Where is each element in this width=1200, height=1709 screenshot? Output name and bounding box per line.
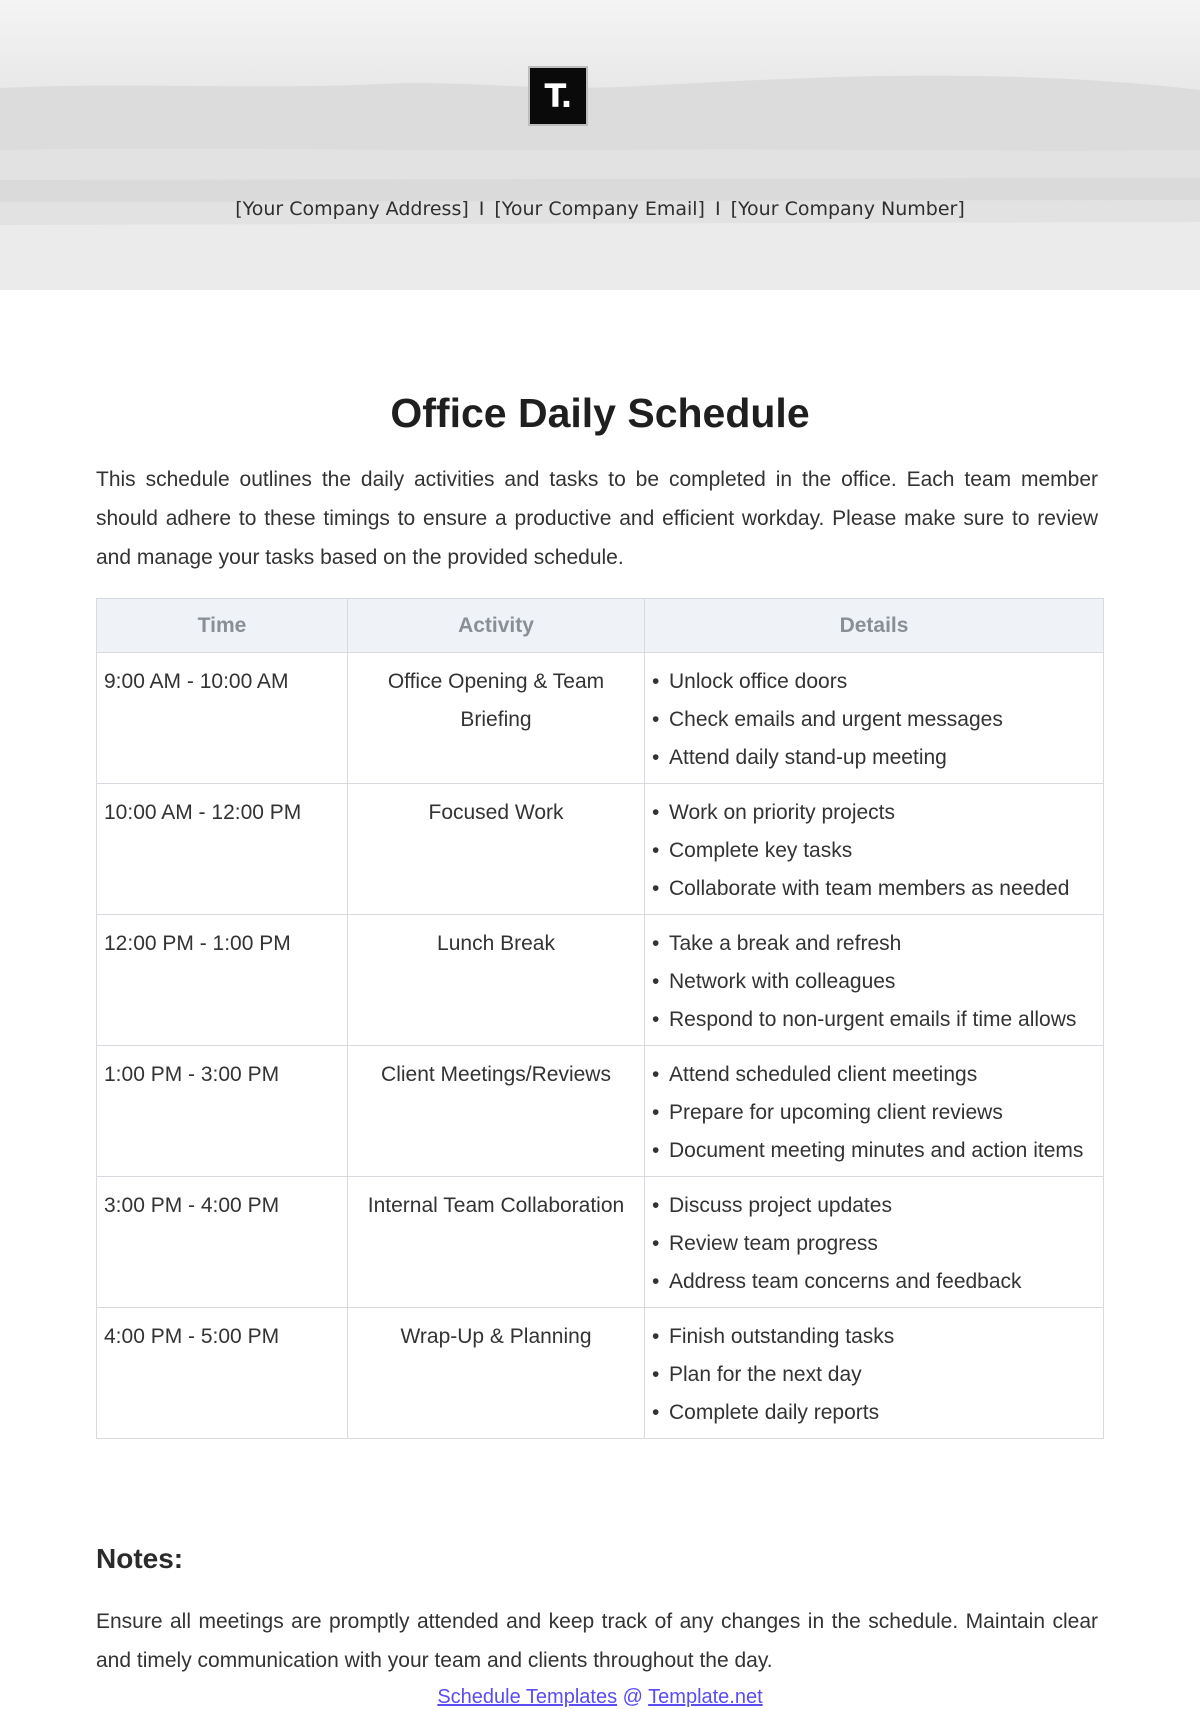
time-cell: 1:00 PM - 3:00 PM [97, 1046, 348, 1177]
column-header-details: Details [645, 599, 1104, 653]
template-net-link[interactable]: Template.net [648, 1686, 763, 1708]
column-header-activity: Activity [348, 599, 645, 653]
detail-item: • Prepare for upcoming client reviews [652, 1094, 1096, 1132]
header-banner [0, 0, 1200, 290]
detail-item: • Review team progress [652, 1225, 1096, 1263]
separator: I [478, 198, 485, 220]
detail-item: • Network with colleagues [652, 963, 1096, 1001]
activity-cell: Focused Work [348, 784, 645, 915]
table-row [97, 784, 1104, 915]
activity-cell: Internal Team Collaboration [348, 1177, 645, 1308]
notes-heading: Notes: [96, 1543, 184, 1574]
detail-item: • Work on priority projects [652, 794, 1096, 832]
detail-item: • Finish outstanding tasks [652, 1318, 1096, 1356]
table-row [97, 1308, 1104, 1439]
company-contact-line [0, 198, 1200, 220]
time-cell: 12:00 PM - 1:00 PM [97, 915, 348, 1046]
time-cell: 3:00 PM - 4:00 PM [97, 1177, 348, 1308]
details-cell [645, 653, 1104, 784]
details-cell [645, 1308, 1104, 1439]
activity-cell: Office Opening & Team Briefing [348, 653, 645, 784]
table-row [97, 653, 1104, 784]
detail-item: • Attend daily stand-up meeting [652, 739, 1096, 777]
table-row [97, 1177, 1104, 1308]
table-header-row [97, 599, 1104, 653]
company-number: [Your Company Number] [730, 198, 965, 220]
detail-item: • Complete key tasks [652, 832, 1096, 870]
notes-paragraph: Ensure all meetings are promptly attended and keep track of any changes in the schedule. Maintain clear and timely communication with your team and clients throughout the day. [96, 1610, 1098, 1672]
landscape-background [0, 0, 1200, 290]
activity-cell: Lunch Break [348, 915, 645, 1046]
footer-credit [0, 1686, 1200, 1709]
table-row [97, 1046, 1104, 1177]
details-cell [645, 1177, 1104, 1308]
details-cell [645, 1046, 1104, 1177]
detail-item: • Take a break and refresh [652, 925, 1096, 963]
separator: I [714, 198, 721, 220]
detail-item: • Unlock office doors [652, 663, 1096, 701]
detail-item: • Plan for the next day [652, 1356, 1096, 1394]
detail-item: • Attend scheduled client meetings [652, 1056, 1096, 1094]
detail-item: • Collaborate with team members as needed [652, 870, 1096, 908]
time-cell: 10:00 AM - 12:00 PM [97, 784, 348, 915]
detail-item: • Respond to non-urgent emails if time allows [652, 1001, 1096, 1039]
activity-cell: Wrap-Up & Planning [348, 1308, 645, 1439]
time-cell: 4:00 PM - 5:00 PM [97, 1308, 348, 1439]
detail-item: • Document meeting minutes and action items [652, 1132, 1096, 1170]
time-cell: 9:00 AM - 10:00 AM [97, 653, 348, 784]
detail-item: • Check emails and urgent messages [652, 701, 1096, 739]
page-title: Office Daily Schedule [390, 390, 810, 436]
details-cell [645, 915, 1104, 1046]
company-logo: T. [528, 66, 588, 126]
detail-item: • Complete daily reports [652, 1394, 1096, 1432]
intro-paragraph: This schedule outlines the daily activities and tasks to be completed in the office. Each team member should adhere to these timings to ensure a productive and efficient workday. Please make sure to review and manage your tasks based on the provided schedule. [96, 468, 1098, 569]
schedule-table [96, 598, 1104, 1439]
details-cell [645, 784, 1104, 915]
column-header-time: Time [97, 599, 348, 653]
table-row [97, 915, 1104, 1046]
company-address: [Your Company Address] [235, 198, 469, 220]
company-email: [Your Company Email] [494, 198, 705, 220]
detail-item: • Address team concerns and feedback [652, 1263, 1096, 1301]
detail-item: • Discuss project updates [652, 1187, 1096, 1225]
schedule-templates-link[interactable]: Schedule Templates [437, 1686, 618, 1708]
footer-at: @ [622, 1686, 643, 1708]
activity-cell: Client Meetings/Reviews [348, 1046, 645, 1177]
